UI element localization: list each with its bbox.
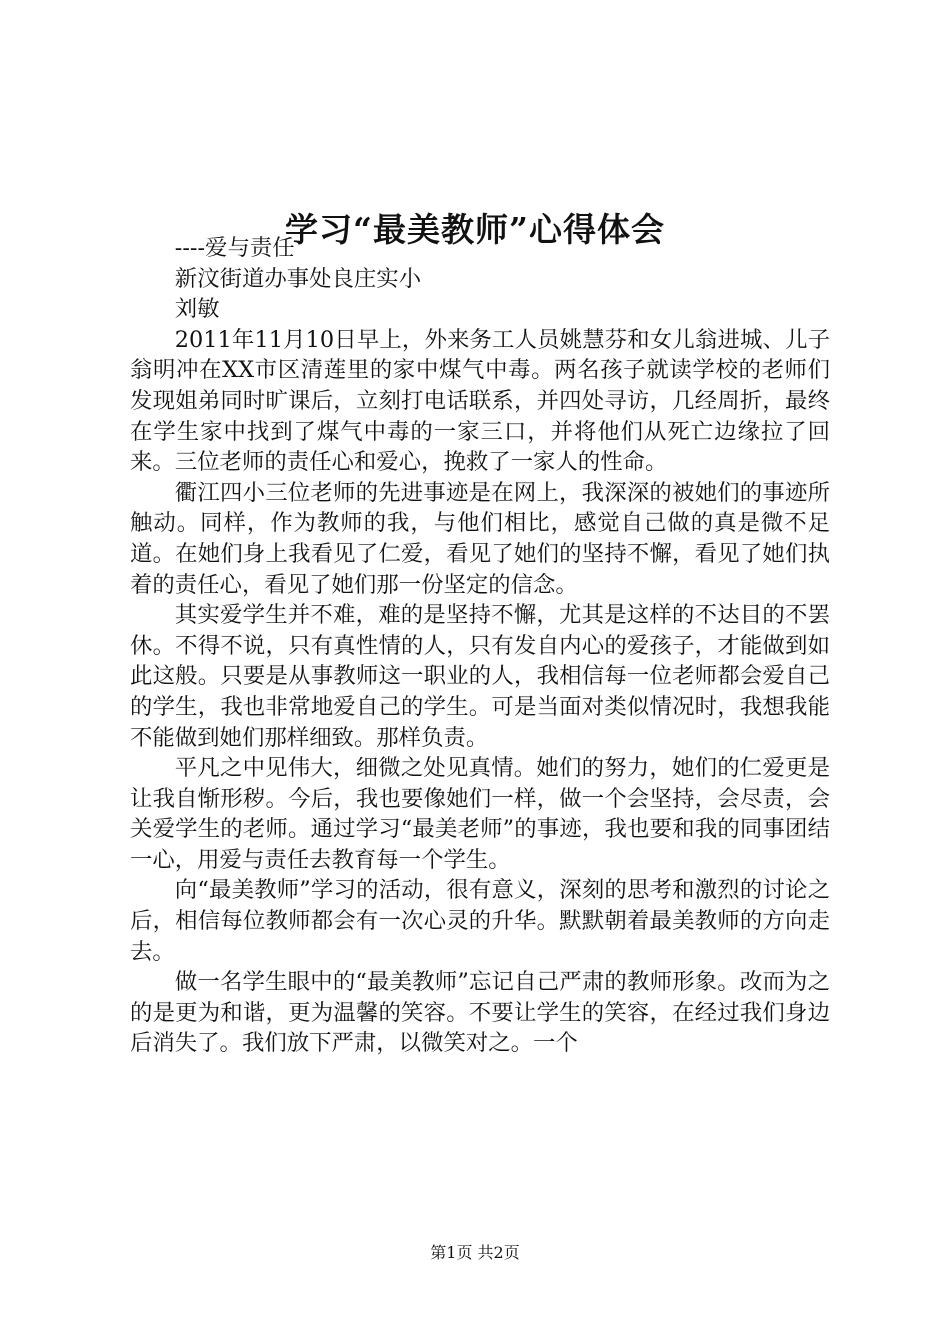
body-paragraph-5: 向“最美教师”学习的活动，很有意义，深刻的思考和激烈的讨论之后，相信每位教师都会有一次心灵的升华。默默朝着最美教师的方向走去。 bbox=[130, 877, 830, 965]
document-title: 学习“最美教师”心得体会 bbox=[285, 210, 665, 250]
school-line: 新汶街道办事处良庄实小 bbox=[174, 265, 422, 292]
document-body bbox=[130, 233, 830, 1059]
author-line: 刘敏 bbox=[174, 296, 220, 323]
body-paragraph-2: 衢江四小三位老师的先进事迹是在网上，我深深的被她们的事迹所触动。同样，作为教师的我，与他们相比，感觉自己做的真是微不足道。在她们身上我看见了仁爱，看见了她们的坚持不懈，看见了她们执着的责任心，看见了她们那一份坚定的信念。 bbox=[130, 479, 830, 598]
body-paragraph-1: 2011年11月10日早上，外来务工人员姚慧芬和女儿翁进城、儿子翁明冲在XX市区清莲里的家中煤气中毒。两名孩子就读学校的老师们发现姐弟同时旷课后，立刻打电话联系，并四处寻访，几经周折，最终在学生家中找到了煤气中毒的一家三口，并将他们从死亡边缘拉了回来。三位老师的责任心和爱心，挽救了一家人的性命。 bbox=[130, 326, 830, 476]
body-paragraph-3: 其实爱学生并不难，难的是坚持不懈，尤其是这样的不达目的不罢休。不得不说，只有真性情的人，只有发自内心的爱孩子，才能做到如此这般。只要是从事教师这一职业的人，我相信每一位老师都会爱自己的学生，我也非常地爱自己的学生。可是当面对类似情况时，我想我能不能做到她们那样细致。那样负责。 bbox=[130, 602, 830, 751]
body-paragraph-4: 平凡之中见伟大，细微之处见真情。她们的努力，她们的仁爱更是让我自惭形秽。今后，我也要像她们一样，做一个会坚持，会尽责，会关爱学生的老师。通过学习“最美老师”的事迹，我也要和我的同事团结一心，用爱与责任去教育每一个学生。 bbox=[130, 755, 830, 873]
body-paragraph-6: 做一名学生眼中的“最美教师”忘记自己严肃的教师形象。改而为之的是更为和谐，更为温馨的笑容。不要让学生的笑容，在经过我们身边后消失了。我们放下严肃，以微笑对之。一个 bbox=[130, 969, 830, 1057]
page-number-footer: 第1页 共2页 bbox=[430, 1243, 520, 1262]
subtitle-line: ----爱与责任 bbox=[174, 235, 295, 261]
